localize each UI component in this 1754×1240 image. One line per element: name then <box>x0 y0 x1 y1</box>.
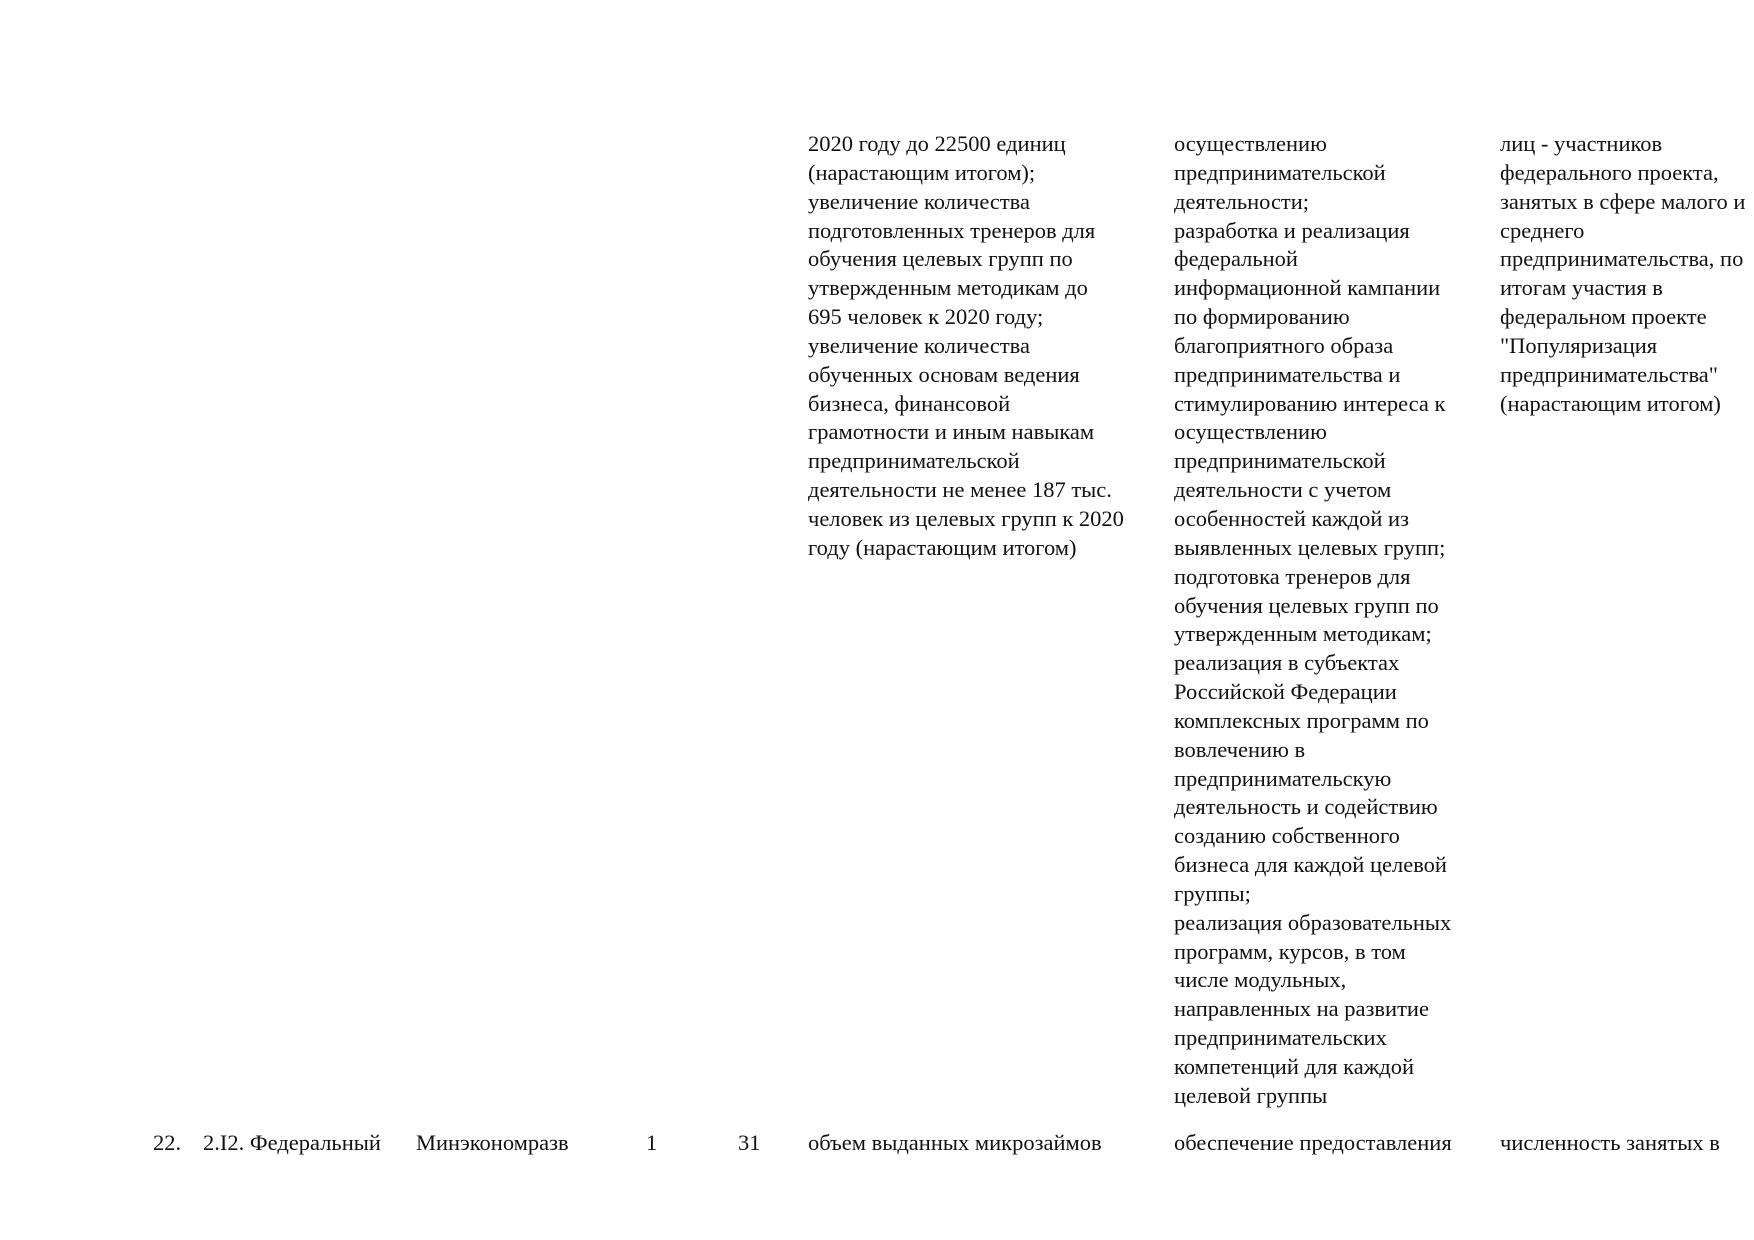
text-line: предпринимательства и <box>1174 361 1401 387</box>
text-line: грамотности и иным навыкам <box>808 419 1095 445</box>
text-line: предпринимательской <box>1174 159 1386 185</box>
row-task: обеспечение предоставления <box>1174 1130 1452 1155</box>
text-line: осуществлению <box>1174 131 1327 156</box>
text-line: подготовленных тренеров для <box>808 217 1096 243</box>
row-number: 22. <box>153 1130 182 1155</box>
tasks-column <box>1174 130 1451 1111</box>
text-line: комплексных программ по <box>1174 707 1429 733</box>
text-line: особенностей каждой из <box>1174 505 1409 531</box>
text-line: деятельность и содействию <box>1174 794 1438 820</box>
row-value-a: 1 <box>646 1130 658 1155</box>
text-line: обучения целевых групп по <box>1174 592 1439 618</box>
text-line: (нарастающим итогом); <box>808 159 1036 185</box>
text-line: информационной кампании <box>1174 275 1441 301</box>
text-line: осуществлению <box>1174 419 1327 445</box>
text-line: увеличение количества <box>808 188 1031 214</box>
responsible-ministry: Минэкономразв <box>416 1130 569 1155</box>
text-line: предпринимательской <box>808 448 1020 474</box>
text-line: компетенций для каждой <box>1174 1054 1414 1079</box>
text-line: федеральной <box>1174 246 1298 272</box>
text-line: федерального проекта, <box>1500 159 1719 185</box>
text-line: созданию собственного <box>1174 823 1400 849</box>
text-line: подготовка тренеров для <box>1174 563 1411 589</box>
text-line: 695 человек к 2020 году; <box>808 304 1044 330</box>
text-line: Российской Федерации <box>1174 679 1397 705</box>
row-indicator: численность занятых в <box>1500 1130 1720 1155</box>
text-line: целевой группы <box>1174 1082 1328 1108</box>
text-line: утвержденным методикам до <box>808 275 1088 301</box>
text-line: по формированию <box>1174 304 1350 330</box>
text-line: федеральном проекте <box>1500 304 1707 330</box>
text-line: бизнеса для каждой целевой <box>1174 852 1447 878</box>
text-line: 2020 году до 22500 единиц <box>808 131 1066 156</box>
text-line: группы; <box>1174 880 1251 906</box>
row-target: объем выданных микрозаймов <box>808 1130 1102 1155</box>
text-line: занятых в сфере малого и <box>1500 188 1746 214</box>
text-line: "Популяризация <box>1500 332 1658 358</box>
text-line: реализация образовательных <box>1174 909 1452 935</box>
text-line: (нарастающим итогом) <box>1500 390 1721 416</box>
text-line: увеличение количества <box>808 332 1031 358</box>
text-line: числе модульных, <box>1174 967 1347 993</box>
text-line: направленных на развитие <box>1174 996 1429 1022</box>
indicators-column <box>1500 130 1745 418</box>
text-line: предпринимательских <box>1174 1025 1387 1051</box>
text-line: выявленных целевых групп; <box>1174 534 1446 560</box>
text-line: итогам участия в <box>1500 275 1663 301</box>
text-line: реализация в субъектах <box>1174 650 1400 676</box>
text-line: обучения целевых групп по <box>808 246 1073 272</box>
row-value-b: 31 <box>738 1130 761 1155</box>
text-line: предпринимательства" <box>1500 361 1718 387</box>
text-line: вовлечению в <box>1174 736 1306 762</box>
text-line: разработка и реализация <box>1174 217 1410 243</box>
text-line: лиц - участников <box>1500 131 1663 156</box>
text-line: обученных основам ведения <box>808 361 1080 387</box>
text-line: году (нарастающим итогом) <box>808 534 1077 560</box>
text-line: предпринимательскую <box>1174 765 1392 791</box>
text-line: человек из целевых групп к 2020 <box>808 505 1124 531</box>
text-line: программ, курсов, в том <box>1174 938 1406 964</box>
targets-column <box>808 130 1124 563</box>
text-line: деятельности не менее 187 тыс. <box>808 477 1112 503</box>
text-line: стимулированию интереса к <box>1174 390 1446 416</box>
text-line: среднего <box>1500 217 1585 243</box>
text-line: предпринимательства, по <box>1500 246 1744 272</box>
text-line: предпринимательской <box>1174 448 1386 474</box>
text-line: утвержденным методикам; <box>1174 621 1432 647</box>
text-line: деятельности; <box>1174 188 1310 214</box>
text-line: деятельности с учетом <box>1174 477 1392 503</box>
text-line: благоприятного образа <box>1174 332 1394 358</box>
project-name: 2.I2. Федеральный <box>203 1130 381 1155</box>
text-line: бизнеса, финансовой <box>808 390 1011 416</box>
